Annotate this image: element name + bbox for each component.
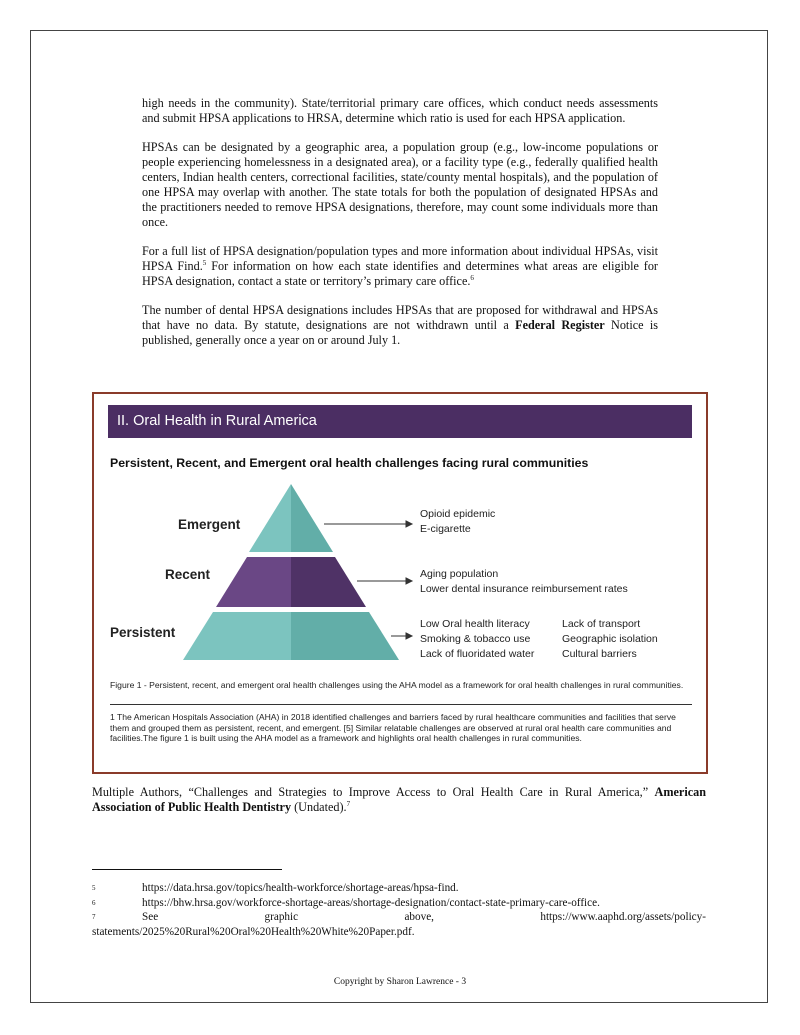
arrow-head-icon xyxy=(406,633,412,639)
figure-citation xyxy=(92,785,706,815)
footnote-link[interactable]: https://www.aaphd.org/assets/policy- xyxy=(540,911,706,923)
figure-divider xyxy=(110,704,692,705)
persistent-items-col1 xyxy=(420,617,534,662)
paragraph-dental-hpsa xyxy=(142,303,658,348)
footnotes xyxy=(92,881,706,939)
citation-text: Multiple Authors, “Challenges and Strategies to Improve Access to Oral Health Care in Rural America,” xyxy=(92,785,655,799)
figure-note: 1 The American Hospitals Association (AHA) in 2018 identified challenges and barriers faced by rural healthcare communities and facilities that serve them and grouped them as persistent, recent, and emergent. [5] Similar relatable challenges are observed at rural oral health care communities and facilities.The figure 1 is built using the AHA model as a framework and highlights oral health challenges in rural communities. xyxy=(110,712,676,743)
challenge-item: Aging population xyxy=(420,568,499,580)
footnote-divider xyxy=(92,869,282,870)
arrow-head-icon xyxy=(406,521,412,527)
footnote-5 xyxy=(92,881,706,896)
footnote-word: graphic xyxy=(264,911,299,923)
tier-label-persistent: Persistent xyxy=(110,625,176,640)
page-footer: Copyright by Sharon Lawrence - 3 xyxy=(333,977,467,987)
challenge-item: Geographic isolation xyxy=(562,633,658,645)
footnote-text xyxy=(142,910,706,925)
challenge-item: Low Oral health literacy xyxy=(420,618,530,630)
challenge-item: Lack of transport xyxy=(562,618,641,630)
pyramid-tier-recent xyxy=(216,557,366,607)
footnote-number: 7 xyxy=(92,913,96,921)
footnote-ref[interactable]: 5 xyxy=(202,258,207,267)
paragraph-text: Notice is published, generally once a year on or around July 1. xyxy=(142,318,658,347)
bold-term: Federal Register xyxy=(515,318,605,332)
footnote-6 xyxy=(92,896,706,911)
challenge-item: E-cigarette xyxy=(420,523,471,535)
figure-caption: Figure 1 - Persistent, recent, and emergent oral health challenges using the AHA model as a framework for oral health challenges in rural communities. xyxy=(110,680,684,690)
paragraph-text: For information on how each state identifies and determines what areas are eligible for HPSA designation, contact a state or territory’s primary care office. xyxy=(142,259,658,288)
citation-source: American Association of Public Health Dentistry xyxy=(92,785,706,814)
challenge-item: Lower dental insurance reimbursement rates xyxy=(420,583,628,595)
tier-label-emergent: Emergent xyxy=(178,517,241,532)
paragraph-text: HPSAs can be designated by a geographic area, a population group (e.g., low-income populations or people experiencing homelessness in a designated area), or a facility type (e.g., federally qualified health centers, Indian health centers, correctional facilities, state/county mental hospitals), and the population of one HPSA may overlap with another. The state totals for both the population of designated HPSAs and the practitioners needed to remove HPSA designations, therefore, may count some individuals more than once. xyxy=(142,140,658,229)
footnote-number: 5 xyxy=(92,884,96,892)
footnote-link-continued[interactable]: statements/2025%20Rural%20Oral%20Health%20White%20Paper.pdf. xyxy=(92,925,415,938)
citation-text: (Undated). xyxy=(291,800,347,814)
challenge-item: Smoking & tobacco use xyxy=(420,633,531,645)
figure-header: II. Oral Health in Rural America xyxy=(108,405,692,438)
footnote-ref[interactable]: 7 xyxy=(346,799,351,808)
figure-subtitle: Persistent, Recent, and Emergent oral health challenges facing rural communities xyxy=(110,456,589,470)
footnote-link[interactable]: https://bhw.hrsa.gov/workforce-shortage-areas/shortage-designation/contact-state-primary-care-office. xyxy=(142,896,600,909)
challenge-item: Lack of fluoridated water xyxy=(420,648,535,660)
body-text xyxy=(142,96,658,362)
paragraph-text: The number of dental HPSA designations includes HPSAs that are proposed for withdrawal and HPSAs that have no data. By statute, designations are not withdrawn until a xyxy=(142,303,658,332)
figure-oral-health xyxy=(92,392,708,774)
paragraph-hpsa-find xyxy=(142,244,658,289)
emergent-items xyxy=(420,507,495,537)
pyramid-tier-persistent xyxy=(183,612,399,660)
pyramid-tier-emergent xyxy=(249,484,333,552)
footnote-link[interactable]: https://data.hrsa.gov/topics/health-workforce/shortage-areas/hpsa-find. xyxy=(142,882,459,894)
challenge-item: Opioid epidemic xyxy=(420,508,496,520)
footnote-number: 6 xyxy=(92,898,96,907)
footnote-7 xyxy=(92,910,706,925)
footnote-ref[interactable]: 6 xyxy=(470,273,474,282)
arrow-head-icon xyxy=(406,578,412,584)
persistent-items-col2 xyxy=(562,617,658,662)
paragraph-text: high needs in the community). State/territorial primary care offices, which conduct needs assessments and submit HPSA applications to HRSA, determine which ratio is used for each HPSA application. xyxy=(142,96,658,125)
tier-label-recent: Recent xyxy=(165,567,211,582)
paragraph-designation xyxy=(142,140,658,230)
paragraph-ratio xyxy=(142,96,658,126)
recent-items xyxy=(420,567,628,597)
challenge-item: Cultural barriers xyxy=(562,648,637,660)
footnote-word: See xyxy=(142,911,159,923)
paragraph-text: For a full list of HPSA designation/population types and more information about individual HPSAs, visit HPSA Find. xyxy=(142,244,658,273)
footnote-word: above, xyxy=(404,911,434,923)
